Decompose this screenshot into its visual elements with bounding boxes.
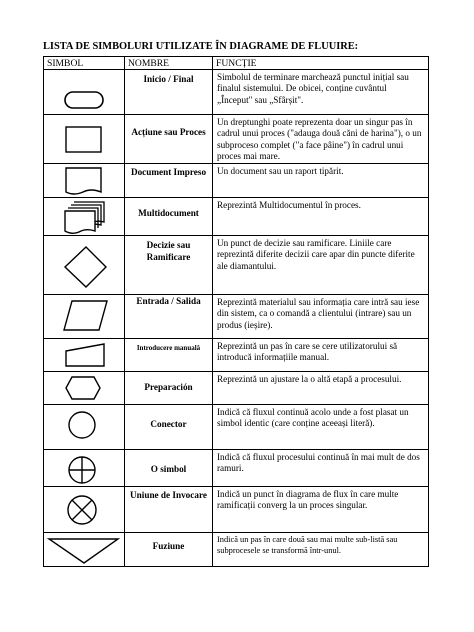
input-output-parallelogram-icon [44,295,124,339]
or-symbol-cell [44,450,125,487]
row-function: Indică că fluxul procesului continuă în mai mult de dos ramuri. [213,450,429,487]
manual-input-icon [44,339,124,372]
row-function: Reprezintă Multidocumentul în proces. [213,198,429,236]
row-function: Simbolul de terminare marchează punctul inițial sau finalul sistemului. De obicei, conține cuvântul „Început" sau „Sfârșit". [213,70,429,115]
row-function: Reprezintă un ajustare la o altă etapă a procesului. [213,372,429,405]
row-name: Acțiune sau Proces [131,127,206,137]
multidocument-symbol-cell [44,198,125,236]
manual-input-symbol-cell [44,339,125,372]
row-function: Indică un pas în care două sau mai multe sub-listă sau subprocesele se transformă într-unul. [213,533,429,567]
table-header-row [44,57,429,70]
table-row [44,487,429,533]
terminal-symbol-cell [44,70,125,115]
table-row [44,115,429,164]
merge-symbol-cell [44,533,125,567]
terminal-symbol-icon [44,70,124,115]
document-title: LISTA DE SIMBOLURI UTILIZATE ÎN DIAGRAME DE FLUUIRE: [43,41,359,52]
summing-junction-icon [44,487,124,533]
table-row [44,164,429,198]
or-circle-cross-icon [44,450,124,487]
table-row [44,295,429,339]
process-symbol-cell [44,115,125,164]
header-name: NOMBRE [125,57,213,70]
row-name: Conector [150,419,187,429]
row-name: Multidocument [138,208,199,218]
summing-junction-symbol-cell [44,487,125,533]
row-name: Fuziune [152,541,185,551]
row-function: Indică că fluxul continuă acolo unde a fost plasat un simbol identic (care conține aceeași literă). [213,405,429,450]
table-row [44,450,429,487]
connector-symbol-cell [44,405,125,450]
decision-symbol-cell [44,236,125,295]
row-function: Un dreptunghi poate reprezenta doar un singur pas în cadrul unui proces ("adauga două căni de harina"), o un subproceso complet ("a face pâine") în cadrul unui proces mai mare. [213,115,429,164]
table-row [44,533,429,567]
row-name: O simbol [150,464,187,474]
header-function: FUNCȚIE [213,57,429,70]
row-function: Un punct de decizie sau ramificare. Liniile care reprezintă diferite decizii care apar din puncte diferite ale diamantului. [213,236,429,295]
decision-diamond-icon [44,236,124,295]
multidocument-symbol-icon [44,198,124,236]
row-function: Un document sau un raport tipărit. [213,164,429,198]
row-name: Decizie sau Ramificare [146,240,191,262]
table-row [44,405,429,450]
table-row [44,198,429,236]
process-rectangle-icon [44,115,124,164]
header-symbol: SIMBOL [44,57,125,70]
row-name: Document Impreso [130,167,207,177]
document-symbol-cell [44,164,125,198]
document-symbol-icon [44,164,124,198]
row-name: Preparación [144,382,193,392]
symbols-table [43,56,429,567]
io-symbol-cell [44,295,125,339]
row-function: Reprezintă materialul sau informația care intră sau iese din sistem, ca o comandă a clientului (intrare) sau un produs (ieșire). [213,295,429,339]
table-row [44,339,429,372]
merge-triangle-icon [44,533,124,567]
row-function: Indică un punct în diagrama de flux în care multe ramificații converg la un proces singular. [213,487,429,533]
preparation-hexagon-icon [44,372,124,405]
table-row [44,236,429,295]
row-name: Introducere manuală [136,344,201,352]
row-function: Reprezintă un pas în care se cere utilizatorului să introducă informațiile manual. [213,339,429,372]
row-name: Inicio / Final [143,74,194,84]
table-row [44,372,429,405]
preparation-symbol-cell [44,372,125,405]
row-name: Entrada / Salida [136,296,201,306]
connector-circle-icon [44,405,124,450]
table-row [44,70,429,115]
row-name: Uniune de Invocare [130,490,207,500]
